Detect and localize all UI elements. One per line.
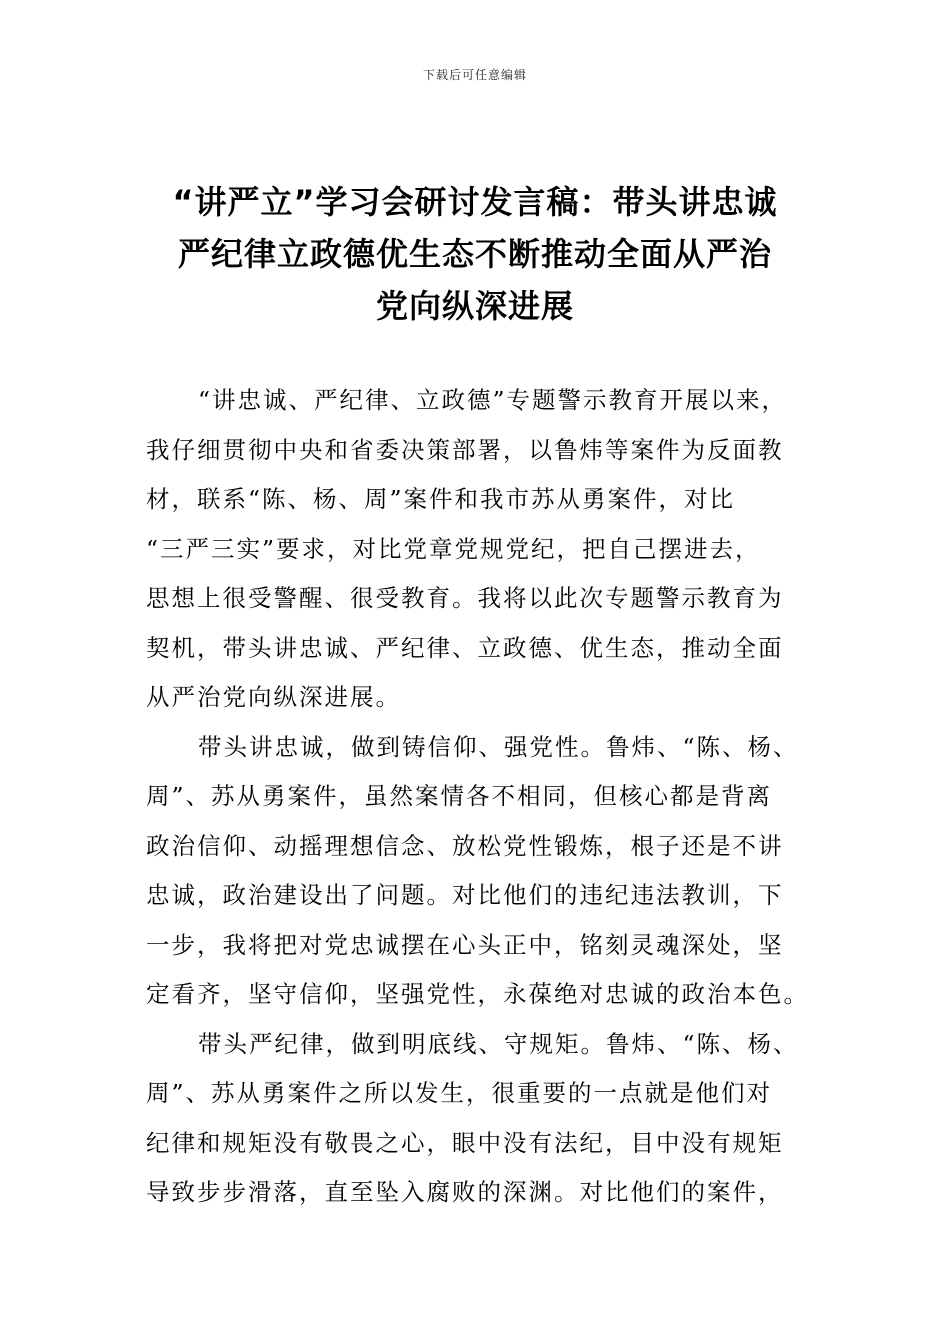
paragraph-2: [146, 723, 816, 1020]
text-line: 思想上很受警醒、很受教育。我将以此次专题警示教育为: [146, 584, 784, 612]
text-line: “讲忠诚、严纪律、立政德”专题警示教育开展以来，: [198, 386, 788, 414]
text-line: 从严治党向纵深进展。: [146, 683, 401, 711]
title-line: “讲严立”学习会研讨发言稿：带头讲忠诚: [172, 183, 778, 221]
text-line: 带头讲忠诚，做到铸信仰、强党性。鲁炜、“陈、杨、: [198, 732, 799, 761]
text-line: 纪律和规矩没有敬畏之心，眼中没有法纪，目中没有规矩: [146, 1128, 784, 1157]
paragraph-1: [146, 376, 816, 723]
text-line: 政治信仰、动摇理想信念、放松党性锻炼，根子还是不讲: [146, 831, 784, 860]
text-line: 周”、苏从勇案件之所以发生，很重要的一点就是他们对: [146, 1079, 773, 1107]
text-line: 我仔细贯彻中央和省委决策部署，以鲁炜等案件为反面教: [146, 435, 784, 464]
text-line: 周”、苏从勇案件，虽然案情各不相同，但核心都是背离: [146, 782, 773, 810]
document-body: [146, 376, 816, 1218]
paragraph-3: [146, 1020, 816, 1218]
text-line: 定看齐，坚守信仰，坚强党性，永葆绝对忠诚的政治本色。: [146, 980, 809, 1008]
title-line: 严纪律立政德优生态不断推动全面从严治: [177, 235, 772, 273]
document-title: [130, 176, 820, 332]
text-line: “三严三实”要求，对比党章党规党纪，把自己摆进去，: [146, 534, 761, 563]
text-line: 带头严纪律，做到明底线、守规矩。鲁炜、“陈、杨、: [198, 1029, 799, 1058]
title-line: 党向纵深进展: [375, 287, 574, 325]
text-line: 材，联系“陈、杨、周”案件和我市苏从勇案件，对比: [146, 485, 736, 513]
header-note: 下载后可任意编辑: [422, 68, 527, 82]
text-line: 忠诚，政治建设出了问题。对比他们的违纪违法教训，下: [146, 881, 784, 909]
text-line: 导致步步滑落，直至坠入腐败的深渊。对比他们的案件，: [146, 1178, 784, 1206]
text-line: 契机，带头讲忠诚、严纪律、立政德、优生态，推动全面: [146, 633, 784, 662]
text-line: 一步，我将把对党忠诚摆在心头正中，铭刻灵魂深处，坚: [146, 930, 784, 959]
